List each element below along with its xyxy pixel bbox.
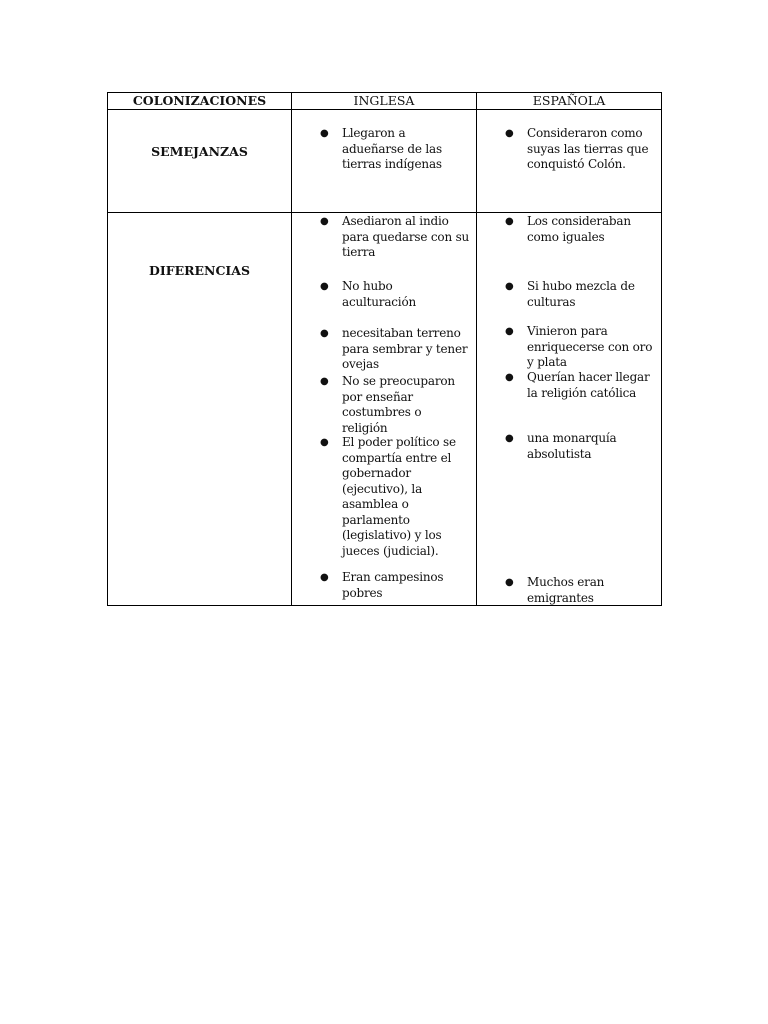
cell-diferencias-espanola xyxy=(477,213,662,606)
list-item: ● necesitaban terreno para sembrar y tener ovejas xyxy=(320,326,468,371)
label-cell-semejanzas xyxy=(108,110,292,213)
row-semejanzas xyxy=(108,110,662,213)
list-item: ● Si hubo mezcla de culturas xyxy=(505,279,635,309)
list-item: ● No se preocuparon por enseñar costumbres o religión xyxy=(320,374,455,435)
bullet-icon: ● xyxy=(320,376,329,387)
list-item: ● una monarquía absolutista xyxy=(505,431,617,461)
bullet-icon: ● xyxy=(320,281,329,292)
list-item: ● Eran campesinos pobres xyxy=(320,570,444,600)
header-colonizaciones: COLONIZACIONES xyxy=(108,93,292,110)
bullet-icon: ● xyxy=(320,437,329,448)
row-diferencias xyxy=(108,213,662,606)
bullet-icon: ● xyxy=(505,433,514,444)
comparison-table xyxy=(107,92,662,606)
cell-semejanzas-espanola xyxy=(477,110,662,213)
bullet-icon: ● xyxy=(505,577,514,588)
row-label-diferencias: DIFERENCIAS xyxy=(149,263,250,278)
row-label-semejanzas: SEMEJANZAS xyxy=(151,144,248,159)
bullet-icon: ● xyxy=(505,372,514,383)
label-cell-diferencias xyxy=(108,213,292,606)
list-item: ● Consideraron como suyas las tierras que conquistó Colón. xyxy=(505,126,649,171)
list-item: ● El poder político se compartía entre el gobernador (ejecutivo), la asamblea o parlamento (legislativo) y los jueces (judicial). xyxy=(320,435,456,558)
bullet-icon: ● xyxy=(505,326,514,337)
header-espanola: ESPAÑOLA xyxy=(477,93,662,110)
cell-diferencias-inglesa xyxy=(292,213,477,606)
list-item: ● No hubo aculturación xyxy=(320,279,416,309)
bullet-icon: ● xyxy=(320,216,329,227)
bullet-icon: ● xyxy=(505,281,514,292)
cell-semejanzas-inglesa xyxy=(292,110,477,213)
header-inglesa: INGLESA xyxy=(292,93,477,110)
list-item: ● Los consideraban como iguales xyxy=(505,214,631,244)
bullet-icon: ● xyxy=(320,128,329,139)
list-item: ● Vinieron para enriquecerse con oro y plata xyxy=(505,324,653,369)
list-item: ● Llegaron a adueñarse de las tierras indígenas xyxy=(320,126,442,171)
bullet-icon: ● xyxy=(505,128,514,139)
header-row xyxy=(108,93,662,110)
list-item: ● Muchos eran emigrantes xyxy=(505,575,605,605)
bullet-icon: ● xyxy=(505,216,514,227)
list-item: ● Asediaron al indio para quedarse con su tierra xyxy=(320,214,470,259)
list-item: ● Querían hacer llegar la religión católica xyxy=(505,370,650,400)
bullet-icon: ● xyxy=(320,572,329,583)
bullet-icon: ● xyxy=(320,328,329,339)
